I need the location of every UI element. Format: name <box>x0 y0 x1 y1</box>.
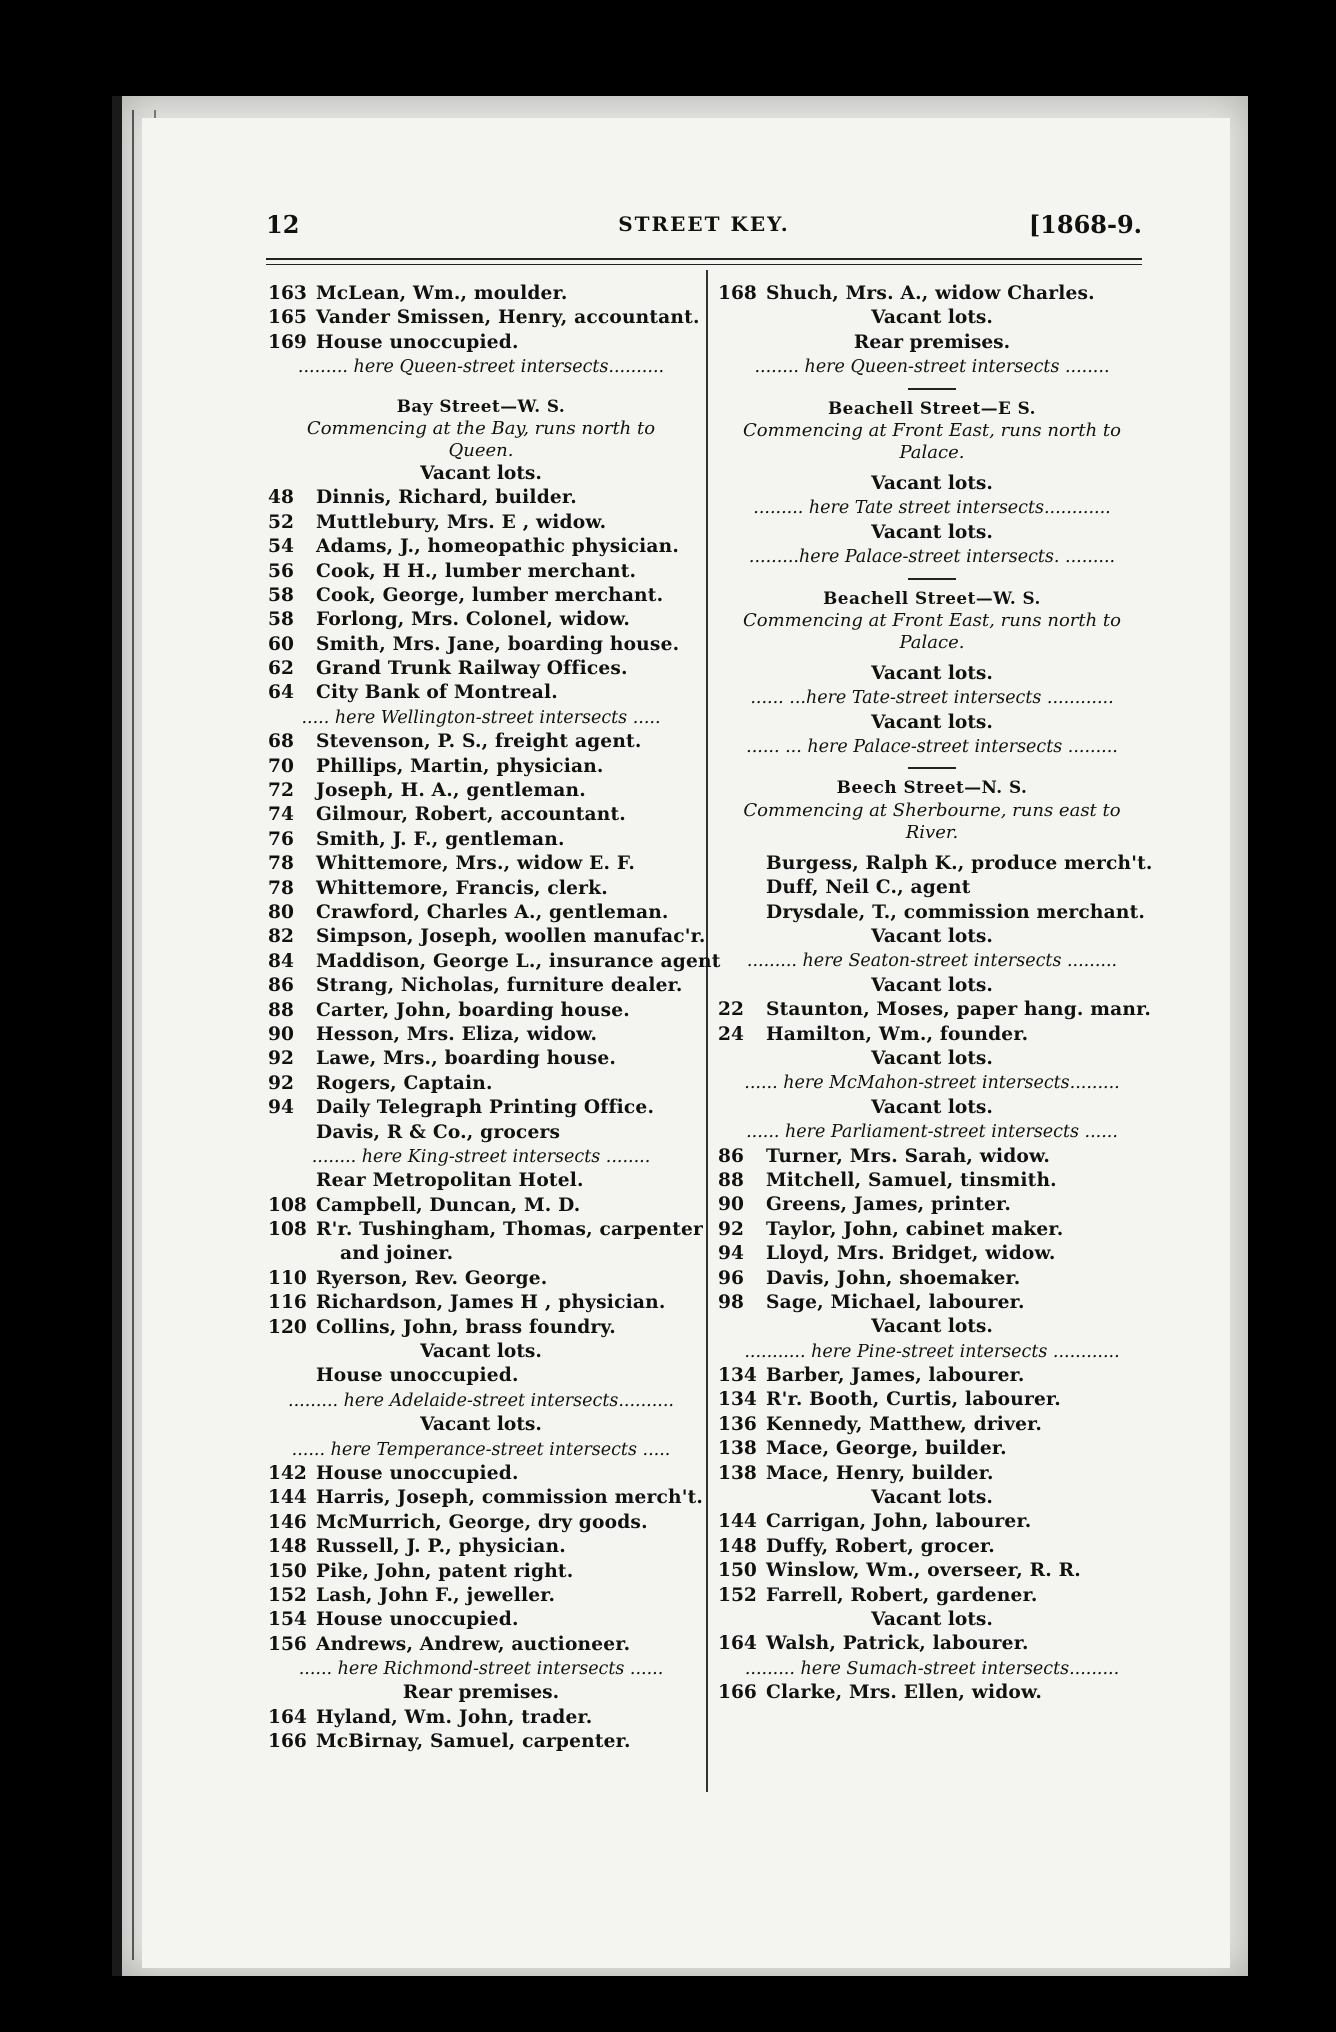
house-number: 168 <box>718 283 757 304</box>
list-item <box>268 755 694 779</box>
list-item <box>268 901 694 925</box>
list-item <box>718 1169 1146 1193</box>
street-description: Commencing at Sherbourne, runs east to River. <box>743 799 1121 843</box>
street-heading: Beachell Street—W. S. <box>823 587 1041 608</box>
left-column <box>268 282 721 1755</box>
house-number: 76 <box>268 828 294 850</box>
house-number: 164 <box>718 1633 757 1655</box>
entry-text: Russell, J. P., physician. <box>316 1536 566 1558</box>
house-number: 58 <box>268 584 294 606</box>
entry-text: Davis, John, shoemaker. <box>766 1267 1021 1289</box>
list-item <box>268 1584 694 1608</box>
house-number: 166 <box>718 1682 757 1704</box>
house-number: 90 <box>718 1194 744 1216</box>
list-item <box>268 1730 694 1754</box>
list-item <box>718 1462 1146 1486</box>
vacant-lots: Vacant lots. <box>871 1487 993 1509</box>
house-number: 163 <box>268 283 307 304</box>
house-number: 110 <box>268 1267 307 1289</box>
house-number: 138 <box>718 1438 757 1460</box>
vacant-lots: Vacant lots. <box>871 1608 993 1630</box>
entry-text: Drysdale, T., commission merchant. <box>766 901 1146 923</box>
list-item <box>718 1632 1146 1656</box>
entry-text: Strang, Nicholas, furniture dealer. <box>316 975 683 997</box>
entry-text: Taylor, John, cabinet maker. <box>766 1218 1064 1240</box>
house-number: 138 <box>718 1462 757 1484</box>
entry-text: Dinnis, Richard, builder. <box>316 487 577 509</box>
vacant-lots: Vacant lots. <box>871 307 993 329</box>
list-item <box>718 876 1146 900</box>
list-item <box>718 1437 1146 1461</box>
entry-text: Kennedy, Matthew, driver. <box>766 1413 1043 1435</box>
list-item <box>268 584 694 608</box>
intersection-note: ...... here McMahon-street intersects......... <box>744 1073 1120 1094</box>
list-item <box>718 1584 1146 1608</box>
entry-text: Winslow, Wm., overseer, R. R. <box>766 1560 1081 1582</box>
entry-text: Whittemore, Mrs., widow E. F. <box>316 853 636 875</box>
list-item <box>268 925 706 949</box>
list-item <box>268 511 694 535</box>
list-item <box>718 1681 1146 1705</box>
list-item <box>268 1316 694 1340</box>
street-heading: Bay Street—W. S. <box>396 395 566 416</box>
section-rule <box>908 767 956 769</box>
entry-list <box>268 486 694 706</box>
entry-list <box>268 730 721 1145</box>
entry-text: Carrigan, John, labourer. <box>766 1511 1032 1533</box>
list-item <box>268 1121 694 1145</box>
list-item <box>268 1072 694 1096</box>
entry-text: Carter, John, boarding house. <box>316 999 630 1021</box>
intersection-note: ...... here Richmond-street intersects ...... <box>298 1659 664 1680</box>
house-number: 80 <box>268 901 294 923</box>
list-item <box>268 730 694 754</box>
entry-text: Hamilton, Wm., founder. <box>766 1023 1029 1045</box>
house-number: 74 <box>268 804 294 826</box>
entry-list <box>718 1145 1146 1316</box>
list-item <box>268 306 700 330</box>
entry-text: Richardson, James H , physician. <box>316 1292 666 1314</box>
list-item <box>268 1462 694 1486</box>
intersection-note: ......... here Seaton-street intersects ......... <box>746 951 1118 972</box>
page-number: 12 <box>266 210 300 239</box>
list-item <box>268 1047 694 1071</box>
house-number: 108 <box>268 1219 307 1241</box>
entry-text: House unoccupied. <box>316 1365 519 1387</box>
list-item <box>268 974 694 998</box>
entry-text: Maddison, George L., insurance agent <box>316 950 721 972</box>
entry-text: Harris, Joseph, commission merch't. <box>316 1487 704 1509</box>
list-item <box>268 1364 694 1388</box>
house-number: 92 <box>718 1218 744 1240</box>
house-number: 92 <box>268 1072 294 1094</box>
house-number: 94 <box>718 1243 744 1265</box>
intersection-note: ......... here Queen-street intersects.......... <box>297 357 665 378</box>
entry-text: City Bank of Montreal. <box>316 682 558 704</box>
house-number: 142 <box>268 1462 307 1484</box>
column-divider <box>706 270 708 1792</box>
list-item <box>718 1242 1146 1266</box>
entry-text: Rogers, Captain. <box>316 1072 493 1094</box>
house-number: 150 <box>268 1560 307 1582</box>
entry-text: Andrews, Andrew, auctioneer. <box>316 1633 631 1655</box>
list-item <box>718 1291 1146 1315</box>
house-number: 86 <box>268 975 294 997</box>
house-number: 152 <box>718 1584 757 1606</box>
house-number: 68 <box>268 731 294 753</box>
entry-text: Duffy, Robert, grocer. <box>766 1535 995 1557</box>
house-number: 166 <box>268 1731 307 1753</box>
house-number: 146 <box>268 1511 307 1533</box>
house-number: 60 <box>268 633 294 655</box>
list-item <box>718 1559 1146 1583</box>
list-item <box>268 852 694 876</box>
list-item <box>268 1608 694 1632</box>
entry-text: Mace, Henry, builder. <box>766 1462 994 1484</box>
list-item <box>718 1364 1146 1388</box>
house-number: 152 <box>268 1584 307 1606</box>
running-head <box>266 210 1142 246</box>
list-item <box>718 998 1152 1022</box>
list-item <box>268 1096 694 1120</box>
entry-text: Pike, John, patent right. <box>316 1560 574 1582</box>
list-item <box>268 1706 694 1730</box>
entry-text: Phillips, Martin, physician. <box>316 755 604 777</box>
house-number: 144 <box>718 1511 757 1533</box>
house-number: 62 <box>268 658 294 680</box>
list-item <box>268 535 694 559</box>
house-number: 120 <box>268 1316 307 1338</box>
entry-text: Cook, George, lumber merchant. <box>316 584 664 606</box>
list-item <box>718 1145 1146 1169</box>
list-item <box>268 681 694 705</box>
list-item <box>268 633 694 657</box>
entry-text: Farrell, Robert, gardener. <box>766 1584 1038 1606</box>
entry-text: Daily Telegraph Printing Office. <box>316 1097 655 1119</box>
house-number: 52 <box>268 511 294 533</box>
entry-text: Rear Metropolitan Hotel. <box>316 1170 584 1192</box>
house-number: 94 <box>268 1097 294 1119</box>
house-number: 169 <box>268 331 307 353</box>
house-number: 72 <box>268 780 294 802</box>
entry-text: Vander Smissen, Henry, accountant. <box>316 307 700 329</box>
intersection-note: ........... here Pine-street intersects ............ <box>744 1341 1120 1362</box>
list-item <box>268 1486 704 1510</box>
list-item <box>268 1242 694 1266</box>
list-item <box>268 828 694 852</box>
house-number: 78 <box>268 853 294 875</box>
entry-list <box>718 1510 1146 1608</box>
house-number: 154 <box>268 1609 307 1631</box>
list-item <box>718 901 1146 925</box>
entry-text: Grand Trunk Railway Offices. <box>316 658 628 680</box>
vacant-lots: Vacant lots. <box>871 662 993 684</box>
entry-text: Lawe, Mrs., boarding house. <box>316 1048 617 1070</box>
entry-list <box>718 1364 1146 1486</box>
entry-text: Adams, J., homeopathic physician. <box>316 536 680 558</box>
entry-text: House unoccupied. <box>316 1462 519 1484</box>
year-label: [1868-9. <box>1028 210 1142 239</box>
entry-text: Davis, R & Co., grocers <box>316 1121 561 1143</box>
street-heading: Beachell Street—E S. <box>827 397 1036 418</box>
house-number: 54 <box>268 536 294 558</box>
entry-text: Collins, John, brass foundry. <box>316 1316 616 1338</box>
house-number: 24 <box>718 1023 744 1045</box>
house-number: 164 <box>268 1706 307 1728</box>
vacant-lots: Vacant lots. <box>871 521 993 543</box>
house-number: 156 <box>268 1633 307 1655</box>
vacant-lots: Vacant lots. <box>420 462 542 484</box>
list-item <box>268 1194 694 1218</box>
entry-text: McMurrich, George, dry goods. <box>316 1511 648 1533</box>
house-number: 165 <box>268 307 307 329</box>
intersection-note: ..... here Wellington-street intersects ..... <box>301 707 661 728</box>
entry-text: Smith, Mrs. Jane, boarding house. <box>316 633 680 655</box>
list-item <box>268 1633 694 1657</box>
list-item <box>268 608 694 632</box>
list-item <box>268 331 694 355</box>
list-item <box>268 1267 694 1291</box>
vacant-lots: Vacant lots. <box>420 1414 542 1436</box>
entry-text: Shuch, Mrs. A., widow Charles. <box>766 283 1095 304</box>
list-item <box>718 1535 1146 1559</box>
vacant-lots: Vacant lots. <box>871 1096 993 1118</box>
entry-text: Forlong, Mrs. Colonel, widow. <box>316 609 631 631</box>
list-item <box>268 950 721 974</box>
list-item <box>268 1169 694 1193</box>
rear-premises: Rear premises. <box>853 331 1011 353</box>
street-description: Commencing at Front East, runs north to Palace. <box>742 609 1122 653</box>
house-number: 148 <box>718 1535 757 1557</box>
house-number: 88 <box>268 999 294 1021</box>
list-item <box>718 1193 1146 1217</box>
list-item <box>268 877 694 901</box>
intersection-note: ........ here King-street intersects ........ <box>311 1146 651 1167</box>
house-number: 56 <box>268 560 294 582</box>
house-number: 84 <box>268 950 294 972</box>
intersection-note: ......... here Adelaide-street intersects.......... <box>288 1390 674 1411</box>
vacant-lots: Vacant lots. <box>871 1316 993 1338</box>
entry-list <box>268 1169 704 1340</box>
entry-list <box>718 1681 1146 1705</box>
house-number: 78 <box>268 877 294 899</box>
entry-text: Lloyd, Mrs. Bridget, widow. <box>766 1243 1056 1265</box>
entry-text: Sage, Michael, labourer. <box>766 1291 1025 1313</box>
house-number: 58 <box>268 609 294 631</box>
entry-text: Barber, James, labourer. <box>766 1365 1025 1387</box>
entry-text: Campbell, Duncan, M. D. <box>316 1194 581 1216</box>
house-number: 86 <box>718 1145 744 1167</box>
list-item <box>268 1023 694 1047</box>
house-number: 116 <box>268 1292 307 1314</box>
intersection-note: .........here Palace-street intersects. ......... <box>748 547 1116 568</box>
entry-text: Duff, Neil C., agent <box>766 877 971 899</box>
street-heading: Beech Street—N. S. <box>836 777 1028 798</box>
entry-text: Simpson, Joseph, woollen manufac'r. <box>316 926 706 948</box>
house-number: 90 <box>268 1023 294 1045</box>
house-number: 148 <box>268 1536 307 1558</box>
entry-list <box>718 852 1153 925</box>
entry-text: Staunton, Moses, paper hang. manr. <box>766 999 1152 1021</box>
list-item <box>718 852 1153 876</box>
right-column <box>718 282 1153 1706</box>
list-item <box>718 1388 1146 1412</box>
house-number: 82 <box>268 926 294 948</box>
entry-text: Stevenson, P. S., freight agent. <box>316 731 642 753</box>
entry-text: Greens, James, printer. <box>766 1194 1011 1216</box>
list-item <box>268 1560 694 1584</box>
entry-text: McBirnay, Samuel, carpenter. <box>316 1731 631 1753</box>
vacant-lots: Vacant lots. <box>871 472 993 494</box>
vacant-lots: Vacant lots. <box>420 1341 542 1363</box>
section-rule <box>908 578 956 580</box>
page-title: STREET KEY. <box>618 212 790 236</box>
entry-text: Gilmour, Robert, accountant. <box>316 804 626 826</box>
list-item <box>268 1291 694 1315</box>
vacant-lots: Vacant lots. <box>871 1047 993 1069</box>
street-description: Commencing at the Bay, runs north to Queen. <box>306 417 656 461</box>
entry-list <box>268 282 700 355</box>
entry-text: Hesson, Mrs. Eliza, widow. <box>316 1023 598 1045</box>
house-number: 150 <box>718 1560 757 1582</box>
intersection-note: ......... here Sumach-street intersects......... <box>744 1658 1120 1679</box>
entry-text: and joiner. <box>340 1243 454 1265</box>
entry-text: Clarke, Mrs. Ellen, widow. <box>766 1682 1043 1704</box>
list-item <box>268 803 694 827</box>
house-number: 48 <box>268 487 294 509</box>
house-number: 22 <box>718 999 744 1021</box>
list-item <box>718 1023 1146 1047</box>
vacant-lots: Vacant lots. <box>871 926 993 948</box>
entry-text: McLean, Wm., moulder. <box>316 283 568 304</box>
list-item <box>268 1511 694 1535</box>
entry-list <box>718 998 1152 1047</box>
list-item <box>268 282 694 306</box>
house-number: 96 <box>718 1267 744 1289</box>
entry-text: Lash, John F., jeweller. <box>316 1584 556 1606</box>
list-item <box>268 560 694 584</box>
house-number: 136 <box>718 1413 757 1435</box>
entry-text: Smith, J. F., gentleman. <box>316 828 565 850</box>
intersection-note: ...... here Parliament-street intersects ...... <box>746 1122 1118 1143</box>
house-number: 134 <box>718 1365 757 1387</box>
house-number: 64 <box>268 682 294 704</box>
house-number: 108 <box>268 1194 307 1216</box>
entry-text: R'r. Booth, Curtis, labourer. <box>766 1389 1061 1411</box>
intersection-note: ...... here Temperance-street intersects ..... <box>291 1439 671 1460</box>
entry-text: Ryerson, Rev. George. <box>316 1267 548 1289</box>
house-number: 144 <box>268 1487 307 1509</box>
list-item <box>268 1218 704 1242</box>
entry-list <box>268 1462 704 1657</box>
vacant-lots: Vacant lots. <box>871 974 993 996</box>
list-item <box>268 999 694 1023</box>
list-item <box>268 1535 694 1559</box>
entry-text: Walsh, Patrick, labourer. <box>766 1633 1029 1655</box>
entry-text: House unoccupied. <box>316 1609 519 1631</box>
entry-text: Crawford, Charles A., gentleman. <box>316 901 669 923</box>
entry-text: Burgess, Ralph K., produce merch't. <box>766 852 1153 874</box>
entry-text: Cook, H H., lumber merchant. <box>316 560 637 582</box>
list-item <box>268 657 694 681</box>
intersection-note: ......... here Tate street intersects............ <box>753 498 1111 519</box>
entry-text: Mitchell, Samuel, tinsmith. <box>766 1169 1057 1191</box>
entry-text: Muttlebury, Mrs. E , widow. <box>316 511 607 533</box>
list-item <box>268 486 694 510</box>
house-number: 98 <box>718 1291 744 1313</box>
list-item <box>718 1267 1146 1291</box>
house-number: 92 <box>268 1048 294 1070</box>
entry-text: Turner, Mrs. Sarah, widow. <box>766 1145 1051 1167</box>
entry-list <box>718 1632 1146 1656</box>
list-item <box>718 1218 1146 1242</box>
list-item <box>718 1510 1146 1534</box>
vacant-lots: Vacant lots. <box>871 711 993 733</box>
header-rule-thin <box>266 264 1142 265</box>
intersection-note: ...... ... here Palace-street intersects ......... <box>746 737 1118 758</box>
header-rule <box>266 258 1142 260</box>
entry-list <box>268 1706 694 1755</box>
entry-text: Hyland, Wm. John, trader. <box>316 1706 593 1728</box>
section-rule <box>908 388 956 390</box>
list-item <box>268 779 694 803</box>
list-item <box>718 282 1146 306</box>
entry-text: Whittemore, Francis, clerk. <box>316 877 608 899</box>
house-number: 70 <box>268 755 294 777</box>
entry-text: Mace, George, builder. <box>766 1438 1007 1460</box>
entry-text: Joseph, H. A., gentleman. <box>316 780 586 802</box>
entry-text: R'r. Tushingham, Thomas, carpenter <box>316 1219 704 1241</box>
rear-premises: Rear premises. <box>402 1682 560 1704</box>
intersection-note: ...... ...here Tate-street intersects ............ <box>750 688 1114 709</box>
intersection-note: ........ here Queen-street intersects ........ <box>754 357 1110 378</box>
street-description: Commencing at Front East, runs north to Palace. <box>742 419 1122 463</box>
entry-text: House unoccupied. <box>316 331 519 353</box>
house-number: 134 <box>718 1389 757 1411</box>
house-number: 88 <box>718 1169 744 1191</box>
list-item <box>718 1413 1146 1437</box>
